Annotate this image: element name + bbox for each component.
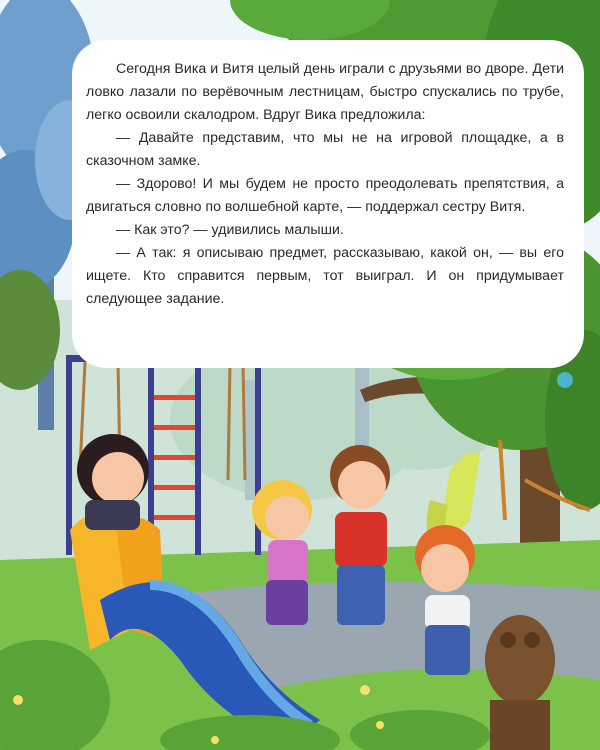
owl-statue — [485, 615, 555, 750]
story-paragraph-4: — Как это? — удивились малыши. — [116, 222, 344, 238]
story-text — [86, 58, 564, 311]
story-paragraph-3: — Здорово! И мы будем не просто преодолевать препятствия, а двигаться словно по волшебной карте, — поддержал сестру Витя. — [86, 176, 564, 215]
story-paragraph-5: — А так: я описываю предмет, рассказываю, какой он, — вы его ищете. Кто справится первым, тот выиграл. И он придумывает следующее задание. — [86, 245, 564, 307]
child-boy-center — [330, 445, 390, 625]
child-girl-dark-hair — [77, 434, 149, 530]
story-paragraph-1: Сегодня Вика и Витя целый день играли с друзьями во дворе. Дети ловко лазали по верёвочным лестницам, быстро спускались по трубе, легко освоили скалодром. Вдруг Вика предложила: — [86, 61, 564, 123]
story-paragraph-2: — Давайте представим, что мы не на игровой площадке, а в сказочном замке. — [86, 130, 564, 169]
